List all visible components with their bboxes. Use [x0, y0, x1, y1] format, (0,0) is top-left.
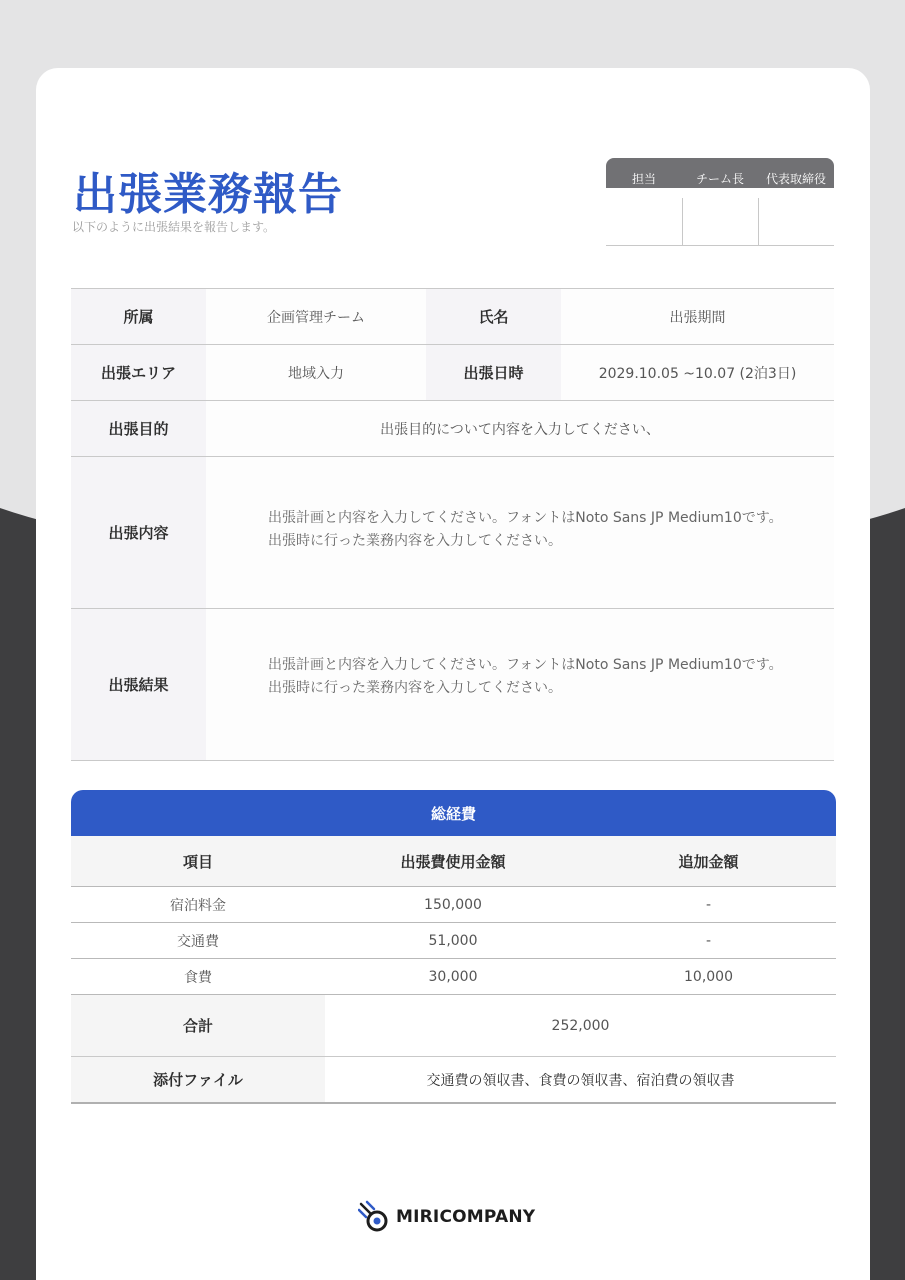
expense-item: 交通費	[177, 933, 219, 950]
attachment-value[interactable]: 交通費の領収書、食費の領収書、宿泊費の領収書	[426, 1072, 735, 1089]
expense-item: 宿泊料金	[170, 897, 226, 914]
area-value[interactable]: 地域入力	[206, 345, 426, 400]
approval-cell-representative[interactable]	[758, 198, 834, 246]
result-text: 出張計画と内容を入力してください。フォントはNoto Sans JP Medium10です。 出張時に行った業務内容を入力してください。	[268, 657, 783, 696]
total-label: 合計	[71, 995, 325, 1056]
expense-amount[interactable]: 150,000	[424, 896, 482, 913]
result-value[interactable]	[206, 609, 834, 760]
total-row	[71, 995, 836, 1057]
info-row-result	[71, 609, 834, 761]
approval-stamp-box	[606, 158, 834, 246]
info-row-department	[71, 288, 834, 345]
expense-row	[71, 923, 836, 959]
attachment-row	[71, 1057, 836, 1104]
content-label: 出張内容	[71, 457, 206, 608]
content-value[interactable]	[206, 457, 834, 608]
datetime-value[interactable]: 2029.10.05 ~10.07 (2泊3日)	[561, 345, 834, 400]
approval-cell-staff[interactable]	[606, 198, 682, 246]
info-row-content	[71, 457, 834, 609]
content-text: 出張計画と内容を入力してください。フォントはNoto Sans JP Medium10です。 出張時に行った業務内容を入力してください。	[268, 510, 783, 549]
expense-additional[interactable]: -	[705, 932, 712, 949]
expense-additional[interactable]: 10,000	[684, 968, 733, 985]
total-value[interactable]: 252,000	[551, 1017, 610, 1034]
expense-title: 総経費	[71, 790, 836, 836]
approval-label-staff: 担当	[631, 172, 656, 186]
expense-amount[interactable]: 51,000	[428, 932, 478, 949]
company-logo	[358, 1200, 535, 1234]
approval-cell-team-leader[interactable]	[682, 198, 758, 246]
name-value[interactable]: 出張期間	[561, 289, 834, 344]
result-label: 出張結果	[71, 609, 206, 760]
column-item: 項目	[182, 852, 213, 871]
expense-amount[interactable]: 30,000	[428, 968, 478, 985]
purpose-label: 出張目的	[71, 401, 206, 456]
datetime-label: 出張日時	[426, 345, 561, 400]
page-title: 出張業務報告	[73, 169, 343, 220]
expense-item: 食費	[184, 969, 212, 986]
info-row-area	[71, 345, 834, 401]
column-trip-expense: 出張費使用金額	[400, 852, 506, 871]
purpose-value[interactable]: 出張目的について内容を入力してください、	[206, 401, 834, 456]
expense-row	[71, 887, 836, 923]
logo-mark-icon	[358, 1200, 390, 1234]
expense-column-header	[71, 836, 836, 887]
attachment-label: 添付ファイル	[71, 1057, 325, 1102]
department-label: 所属	[71, 289, 206, 344]
expense-row	[71, 959, 836, 995]
column-additional: 追加金額	[678, 852, 739, 871]
area-label: 出張エリア	[71, 345, 206, 400]
logo-text: MIRICOMPANY	[396, 1207, 536, 1227]
expense-table	[71, 790, 836, 1104]
approval-label-team-leader: チーム長	[695, 172, 744, 186]
approval-label-representative: 代表取締役	[765, 172, 826, 186]
name-label: 氏名	[426, 289, 561, 344]
trip-info-table	[71, 288, 834, 761]
expense-additional[interactable]: -	[705, 896, 712, 913]
page-subtitle: 以下のように出張結果を報告します。	[72, 220, 276, 234]
info-row-purpose	[71, 401, 834, 457]
department-value[interactable]: 企画管理チーム	[206, 289, 426, 344]
